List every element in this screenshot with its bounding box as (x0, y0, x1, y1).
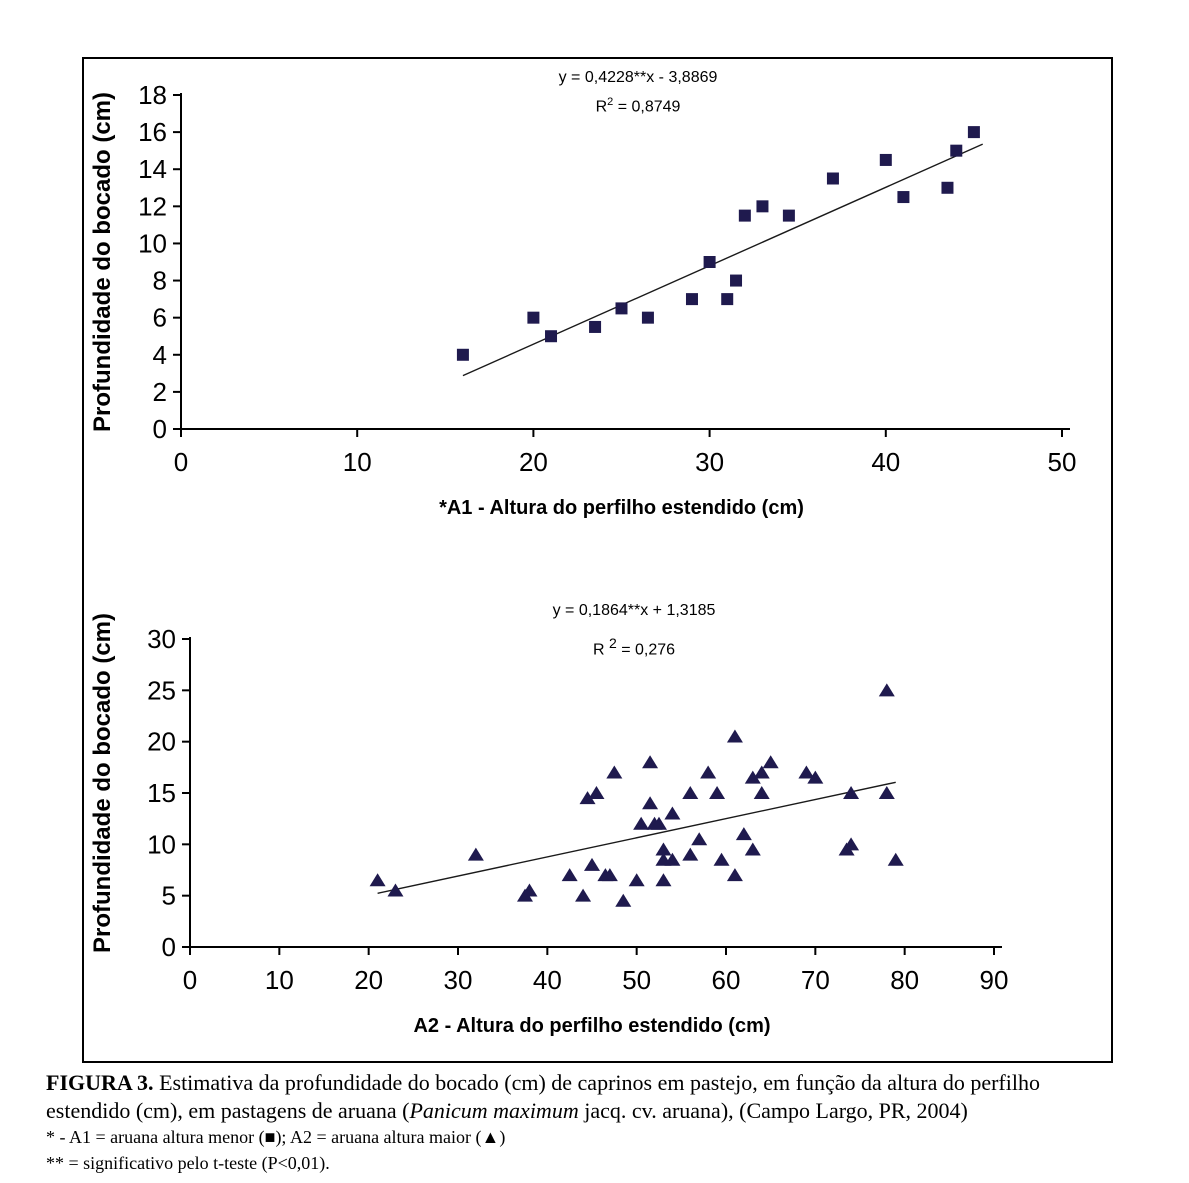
y-tick-label: 0 (161, 932, 176, 962)
data-point-triangle (468, 848, 484, 861)
y-tick-label: 2 (152, 376, 167, 407)
data-point-square (950, 145, 962, 157)
x-tick-label: 40 (871, 447, 901, 477)
y-tick-label: 12 (138, 191, 167, 222)
r-squared-value: = 0,276 (616, 641, 676, 659)
trend-line (463, 144, 983, 375)
y-tick-label: 14 (138, 154, 167, 185)
x-tick-label: 10 (264, 965, 294, 995)
y-tick-label: 16 (138, 117, 167, 148)
x-tick-label: 10 (342, 447, 372, 477)
data-point-triangle (629, 873, 645, 886)
data-point-triangle (709, 786, 725, 799)
x-tick-label: 40 (532, 965, 562, 995)
x-tick-label: 70 (800, 965, 830, 995)
data-point-triangle (633, 817, 649, 830)
data-point-triangle (575, 889, 591, 902)
data-point-triangle (879, 786, 895, 799)
data-point-square (941, 182, 953, 194)
data-point-triangle (745, 842, 761, 855)
data-point-square (704, 256, 716, 268)
figure-caption-label: FIGURA 3. (46, 1070, 154, 1095)
x-tick-label: 20 (354, 965, 384, 995)
data-point-triangle (655, 842, 671, 855)
footnote-2: ** = significativo pelo t-teste (P<0,01). (46, 1153, 330, 1173)
data-point-triangle (714, 853, 730, 866)
data-point-triangle (727, 868, 743, 881)
data-point-square (616, 302, 628, 314)
y-tick-label: 25 (147, 675, 176, 706)
x-tick-label: 20 (518, 447, 548, 477)
y-tick-label: 10 (147, 829, 176, 860)
y-tick-label: 18 (138, 80, 167, 110)
data-point-square (686, 293, 698, 305)
y-tick-label: 5 (161, 880, 176, 911)
data-point-triangle (588, 786, 604, 799)
x-tick-label: 30 (443, 965, 473, 995)
data-point-triangle (736, 827, 752, 840)
r-squared-value: = 0,8749 (613, 98, 681, 116)
x-tick-label: 0 (173, 447, 189, 477)
data-point-triangle (700, 765, 716, 778)
data-point-triangle (521, 884, 537, 897)
data-point-square (783, 210, 795, 222)
figure-caption-text-end: jacq. cv. aruana), (Campo Largo, PR, 2004) (578, 1098, 968, 1123)
regression-equation-a2: y = 0,1864**x + 1,3185 (552, 602, 716, 619)
data-point-triangle (584, 858, 600, 871)
data-point-triangle (888, 853, 904, 866)
data-point-triangle (615, 894, 631, 907)
chart-a1-xlabel: *A1 - Altura do perfilho estendido (cm) (439, 497, 804, 519)
data-point-triangle (606, 765, 622, 778)
x-tick-label: 60 (711, 965, 741, 995)
r-squared-base: R (592, 641, 609, 659)
y-tick-label: 0 (152, 414, 167, 444)
x-tick-label: 0 (182, 965, 198, 995)
y-tick-label: 20 (147, 726, 176, 757)
y-tick-label: 30 (147, 624, 176, 654)
data-point-square (721, 293, 733, 305)
chart-a1-ylabel: Profundidade do bocado (cm) (89, 92, 116, 432)
data-point-triangle (682, 848, 698, 861)
y-tick-label: 6 (152, 302, 167, 333)
data-point-square (642, 312, 654, 324)
figure-caption-text: Estimativa da profundidade do bocado (cm) de caprinos em pastejo, em função da altura do perfilho estendido (cm), em pastagens de aruana ( (46, 1070, 1040, 1123)
data-point-triangle (763, 755, 779, 768)
data-point-square (527, 312, 539, 324)
r-squared-base: R (595, 98, 608, 116)
regression-equation-a1: y = 0,4228**x - 3,8869 (558, 69, 718, 86)
data-point-square (589, 321, 601, 333)
data-point-triangle (655, 873, 671, 886)
figure-caption-species: Panicum maximum (409, 1098, 579, 1123)
data-point-square (968, 126, 980, 138)
y-tick-label: 8 (152, 265, 167, 296)
chart-a1-plot (84, 59, 1111, 489)
x-tick-label: 50 (1047, 447, 1077, 477)
data-point-square (827, 173, 839, 185)
data-point-triangle (370, 873, 386, 886)
x-tick-label: 30 (695, 447, 725, 477)
data-point-square (545, 330, 557, 342)
data-point-triangle (754, 786, 770, 799)
data-point-square (730, 275, 742, 287)
chart-a2-plot (84, 599, 1111, 1009)
data-point-triangle (843, 837, 859, 850)
data-point-triangle (664, 807, 680, 820)
y-tick-label: 15 (147, 778, 176, 808)
y-tick-label: 4 (152, 339, 167, 370)
data-point-square (897, 191, 909, 203)
data-point-triangle (682, 786, 698, 799)
data-point-triangle (691, 832, 707, 845)
chart-a2-xlabel: A2 - Altura do perfilho estendido (cm) (413, 1015, 771, 1037)
footnote-1: * - A1 = aruana altura menor (■); A2 = aruana altura maior (▲) (46, 1127, 506, 1147)
data-point-triangle (727, 730, 743, 743)
x-tick-label: 90 (979, 965, 1009, 995)
data-point-triangle (562, 868, 578, 881)
x-tick-label: 80 (890, 965, 920, 995)
data-point-triangle (642, 796, 658, 809)
chart-a2-ylabel: Profundidade do bocado (cm) (89, 613, 116, 953)
data-point-square (880, 154, 892, 166)
x-tick-label: 50 (622, 965, 652, 995)
y-tick-label: 10 (138, 228, 167, 259)
data-point-square (739, 210, 751, 222)
r-squared-sup: 2 (608, 635, 617, 651)
data-point-square (756, 200, 768, 212)
figure-caption (46, 1069, 1124, 1125)
data-point-triangle (879, 683, 895, 696)
data-point-triangle (642, 755, 658, 768)
figure-border-box (82, 57, 1113, 1063)
data-point-square (457, 349, 469, 361)
r-squared-sup: 2 (607, 96, 614, 108)
